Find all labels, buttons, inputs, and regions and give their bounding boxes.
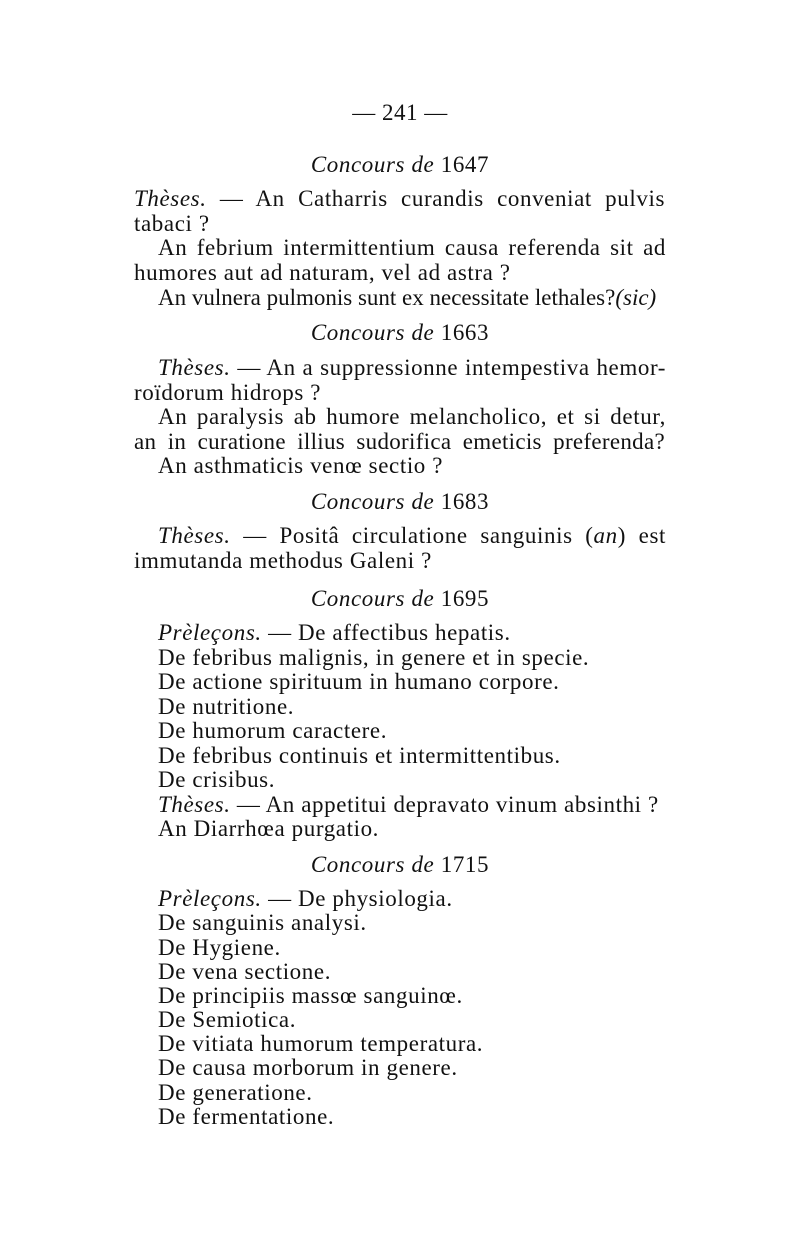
text-line: De Hygiene. — [158, 935, 281, 960]
text-line — [158, 285, 656, 311]
line-text: An vulnera pulmonis sunt ex necessitate lethales? — [158, 285, 616, 310]
heading-year: 1663 — [440, 320, 490, 345]
section-heading — [0, 852, 800, 878]
line-tail: ) est — [617, 523, 666, 548]
heading-year: 1715 — [440, 852, 490, 877]
text-line: immutanda methodus Galeni ? — [134, 548, 432, 573]
text-line: De causa morborum in genere. — [158, 1055, 458, 1080]
text-line: An febrium intermittentium causa referenda sit ad — [158, 235, 666, 260]
text-line: De principiis massœ sanguinœ. — [158, 983, 463, 1008]
text-line: De humorum caractere. — [158, 718, 388, 743]
text-line: roïdorum hidrops ? — [134, 380, 322, 405]
text-line: De Semiotica. — [158, 1007, 297, 1032]
text-line — [158, 792, 659, 818]
heading-year: 1695 — [440, 586, 490, 611]
line-text: — Positâ circulatione sanguinis ( — [230, 523, 594, 548]
text-line: De fermentatione. — [158, 1104, 335, 1129]
heading-year: 1683 — [440, 489, 490, 514]
text-line: an in curatione illius sudorifica emeticis preferenda? — [134, 429, 665, 454]
line-label: Prèleçons. — [158, 886, 262, 911]
text-line: An asthmaticis venœ sectio ? — [158, 453, 444, 478]
section-heading — [0, 152, 800, 178]
heading-prefix: Concours de — [310, 152, 435, 177]
text-line: tabaci ? — [134, 211, 210, 236]
heading-prefix: Concours de — [310, 586, 435, 611]
text-line — [158, 355, 666, 381]
page-number: — 241 — — [352, 100, 448, 125]
text-line: De generatione. — [158, 1080, 313, 1105]
line-label: Thèses. — [158, 355, 231, 380]
text-line: De crisibus. — [158, 767, 276, 792]
text-line: De febribus continuis et intermittentibus. — [158, 743, 561, 768]
text-line — [158, 620, 511, 646]
line-text: — An Catharris curandis conveniat pulvis — [206, 186, 665, 211]
text-line: humores aut ad naturam, vel ad astra ? — [134, 260, 511, 285]
heading-prefix: Concours de — [310, 489, 435, 514]
section-heading — [0, 320, 800, 346]
text-line: De vitiata humorum temperatura. — [158, 1031, 484, 1056]
heading-prefix: Concours de — [310, 852, 435, 877]
text-line: De sanguinis analysi. — [158, 910, 367, 935]
text-line: De nutritione. — [158, 694, 295, 719]
line-label: Thèses. — [134, 186, 207, 211]
line-note: (sic) — [615, 285, 657, 310]
text-line: An paralysis ab humore melancholico, et si detur, — [158, 404, 666, 429]
line-label: Prèleçons. — [158, 620, 262, 645]
section-heading — [0, 586, 800, 612]
heading-prefix: Concours de — [310, 320, 435, 345]
line-text: — An appetitui depravato vinum absinthi ? — [230, 792, 659, 817]
text-line — [158, 886, 453, 912]
line-text: — De affectibus hepatis. — [261, 620, 511, 645]
text-line: De vena sectione. — [158, 959, 332, 984]
line-label: Thèses. — [158, 523, 231, 548]
text-line: De actione spirituum in humano corpore. — [158, 669, 560, 694]
line-text: — De physiologia. — [261, 886, 453, 911]
text-line — [158, 523, 666, 549]
text-line — [134, 186, 665, 212]
section-heading — [0, 489, 800, 515]
line-label: Thèses. — [158, 792, 231, 817]
line-inner: an — [593, 523, 618, 548]
text-line: An Diarrhœa purgatio. — [158, 816, 380, 841]
heading-year: 1647 — [440, 152, 490, 177]
line-text: — An a suppressionne intempestiva hemor- — [230, 355, 666, 380]
text-line: De febribus malignis, in genere et in specie. — [158, 645, 590, 670]
